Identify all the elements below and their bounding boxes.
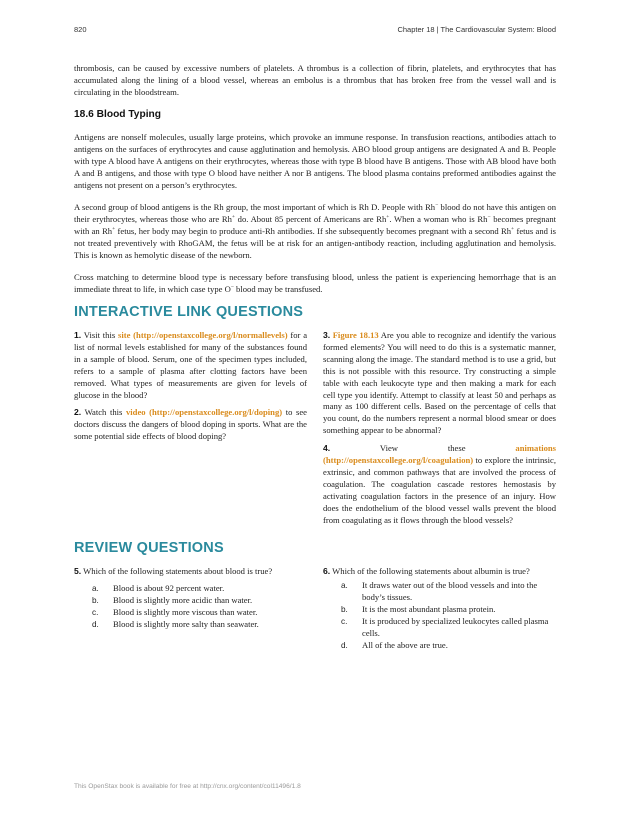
question-3: 3. Figure 18.13 Are you able to recognize and identify the various formed elements? You will need to do this is a systematic manner, scanning along the image. The standard method is to use a grid, but this is not possible with this resource. Try constructing a simple table with each leukocyte type and then making a mark for each cell type you identify. Attempt to classify at least 50 and perhaps as many as 100 different cells. Based on the percentage of cells that you count, do the numbers represent a normal blood smear or does something appear to be abnormal? — [323, 330, 556, 436]
section-paragraph-antigens: Antigens are nonself molecules, usually large proteins, which provoke an immune response. In transfusion reactions, antibodies attach to antigens on the surfaces of erythrocytes and cause agglutination and hemolysis. ABO blood group antigens are designated A and B. People with type A blood have A antigens on their erythrocytes, whereas those with type B blood have B antigens. Those with AB blood have both A and B antigens, and those with type O blood have neither A nor B antigens. The blood plasma contains preformed antibodies against the antigens not present on a person’s erythrocytes. — [74, 131, 556, 191]
review-column-left — [74, 566, 307, 652]
answer-option: c. Blood is slightly more viscous than water. — [92, 607, 258, 618]
page-number: 820 — [74, 25, 87, 34]
interactive-questions — [74, 330, 556, 533]
section-paragraph-crossmatch: Cross matching to determine blood type is necessary before transfusing blood, unless the patient is experiencing hemorrhage that is an immediate threat to life, in which case type O− blood may be transfused. — [74, 271, 556, 294]
chapter-title: Chapter 18 | The Cardiovascular System: Blood — [397, 25, 556, 34]
question-5-options — [74, 583, 307, 631]
interactive-column-left — [74, 330, 307, 533]
answer-option: b. It is the most abundant plasma protein. — [341, 604, 496, 615]
page-content — [74, 62, 556, 652]
coagulation-link[interactable]: animations (http://openstaxcollege.org/l/coagulation) — [323, 443, 556, 466]
page-footer: This OpenStax book is available for free at http://cnx.org/content/col11496/1.8 — [74, 783, 301, 790]
section-paragraph-rh: A second group of blood antigens is the Rh group, the most important of which is Rh D. People with Rh− blood do not have this antigen on their erythrocytes, whereas those who are Rh+ do. About 85 percent of Americans are Rh+. When a woman who is Rh− becomes pregnant with an Rh+ fetus, her body may begin to produce anti-Rh antibodies. If she subsequently becomes pregnant with a second Rh+ fetus and is not treated preventively with RhoGAM, the fetus will be at risk for an antigen-antibody reaction, including agglutination and hemolysis. This is known as hemolytic disease of the newborn. — [74, 201, 557, 261]
normallevels-link[interactable]: site (http://openstaxcollege.org/l/normallevels) — [117, 330, 288, 341]
review-column-right — [323, 566, 556, 652]
review-questions — [74, 566, 556, 652]
answer-option: a. It draws water out of the blood vessels and into the body’s tissues. — [341, 580, 538, 603]
answer-option: c. It is produced by specialized leukocytes called plasma cells. — [341, 616, 549, 639]
question-4: 4. View these animations (http://openstaxcollege.org/l/coagulation) to explore the intrinsic, extrinsic, and common pathways that are involved the process of coagulation. The coagulation cascade restores hemostasis by activating coagulation factors in the presence of an injury. How does the endothelium of the blood vessel walls prevent the blood from coagulating as it flows through the blood vessels? — [323, 443, 556, 525]
figure-link[interactable]: Figure 18.13 — [332, 330, 379, 341]
answer-option: d. All of the above are true. — [341, 639, 448, 650]
review-questions-heading: REVIEW QUESTIONS — [74, 539, 224, 556]
interactive-questions-heading: INTERACTIVE LINK QUESTIONS — [74, 304, 304, 321]
question-6: 6. Which of the following statements about albumin is true? — [323, 565, 530, 576]
question-6-options — [323, 580, 556, 651]
question-2: 2. Watch this video (http://openstaxcollege.org/l/doping) to see doctors discuss the dangers of blood doping in sports. What are the some potential side effects of blood doping? — [74, 407, 307, 442]
answer-option: a. Blood is about 92 percent water. — [92, 583, 225, 594]
question-1: 1. Visit this site (http://openstaxcollege.org/l/normallevels) for a list of normal levels established for many of the substances found in a sample of blood. Serum, one of the specimen types included, refers to a sample of plasma after clotting factors have been removed. What types of measurements are given for levels of glucose in the blood? — [74, 330, 308, 400]
question-5: 5. Which of the following statements about blood is true? — [74, 565, 273, 576]
intro-paragraph: thrombosis, can be caused by excessive numbers of platelets. A thrombus is a collection of fibrin, platelets, and erythrocytes that has accumulated along the lining of a blood vessel, whereas an embolus is a thrombus that has broken free from the vessel wall and is circulating in the bloodstream. — [74, 63, 556, 98]
answer-option: b. Blood is slightly more acidic than water. — [92, 595, 253, 606]
interactive-column-right — [323, 330, 556, 533]
section-title: 18.6 Blood Typing — [74, 108, 161, 120]
answer-option: d. Blood is slightly more salty than seawater. — [92, 619, 259, 630]
doping-video-link[interactable]: video (http://openstaxcollege.org/l/doping) — [125, 407, 283, 418]
